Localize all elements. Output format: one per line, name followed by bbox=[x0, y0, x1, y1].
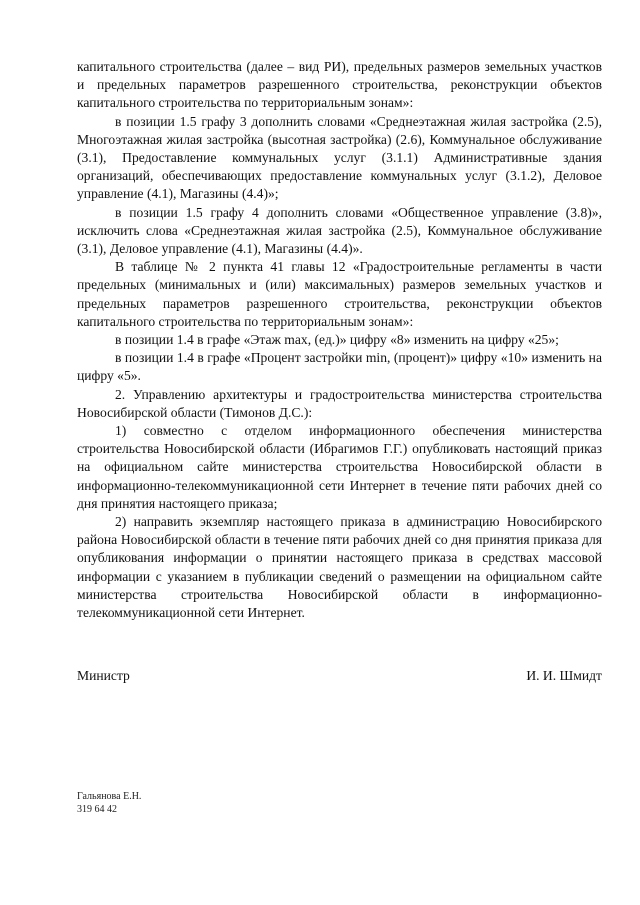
signatory-name: И. И. Шмидт bbox=[526, 668, 602, 683]
paragraph: в позиции 1.4 в графе «Этаж max, (ед.)» цифру «8» изменить на цифру «25»; bbox=[115, 332, 559, 348]
paragraph: 2. Управлению архитектуры и градостроительства министерства строительства Новосибирской области (Тимонов Д.С.): bbox=[77, 386, 602, 420]
paragraph: 2) направить экземпляр настоящего приказа в администрацию Новосибирского района Новосибирской области в течение пяти рабочих дней со дня принятия приказа для опубликования информации о принятии настоящего приказа в средствах массовой информации с указанием в публикации сведений о размещении на официальном сайте министерства строительства Новосибирской области в информационно-телекоммуникационной сети Интернет. bbox=[77, 514, 602, 621]
signatory-position: Министр bbox=[77, 668, 130, 683]
paragraph: в позиции 1.5 графу 3 дополнить словами «Среднеэтажная жилая застройка (2.5), Многоэтажная жилая застройка (высотная застройка) (2.6), Коммунальное обслуживание (3.1), Предоставление коммунальных услуг (3.1.1) Административные здания организаций, обеспечивающих предоставление коммунальных услуг (3.1.2), Деловое управление (4.1), Магазины (4.4)»; bbox=[77, 113, 602, 202]
paragraph: в позиции 1.5 графу 4 дополнить словами «Общественное управление (3.8)», исключить слова «Среднеэтажная жилая застройка (2.5), Коммунальное обслуживание (3.1), Деловое управление (4.1), Магазины (4.4)». bbox=[77, 204, 602, 257]
document-body bbox=[77, 58, 602, 622]
paragraph: В таблице № 2 пункта 41 главы 12 «Градостроительные регламенты в части предельных (минимальных и (или) максимальных) размеров земельных участков и предельных параметров разрешенного строительства, реконструкции объектов капитального строительства по территориальным зонам»: bbox=[77, 259, 602, 329]
paragraph: 1) совместно с отделом информационного обеспечения министерства строительства Новосибирской области (Ибрагимов Г.Г.) опубликовать настоящий приказ на официальном сайте министерства строительства Новосибирской области в информационно-телекоммуникационной сети Интернет в течение пяти рабочих дней со дня принятия настоящего приказа; bbox=[77, 423, 602, 511]
paragraph: капитального строительства (далее – вид РИ), предельных размеров земельных участков и предельных параметров разрешенного строительства, реконструкции объектов капитального строительства по территориальным зонам»: bbox=[77, 59, 602, 111]
paragraph: в позиции 1.4 в графе «Процент застройки min, (процент)» цифру «10» изменить на цифру «5». bbox=[77, 350, 602, 384]
executor-phone: 319 64 42 bbox=[77, 804, 117, 815]
signature-block bbox=[77, 667, 602, 685]
executor-info bbox=[77, 790, 141, 816]
executor-name: Гальянова Е.Н. bbox=[77, 791, 142, 802]
